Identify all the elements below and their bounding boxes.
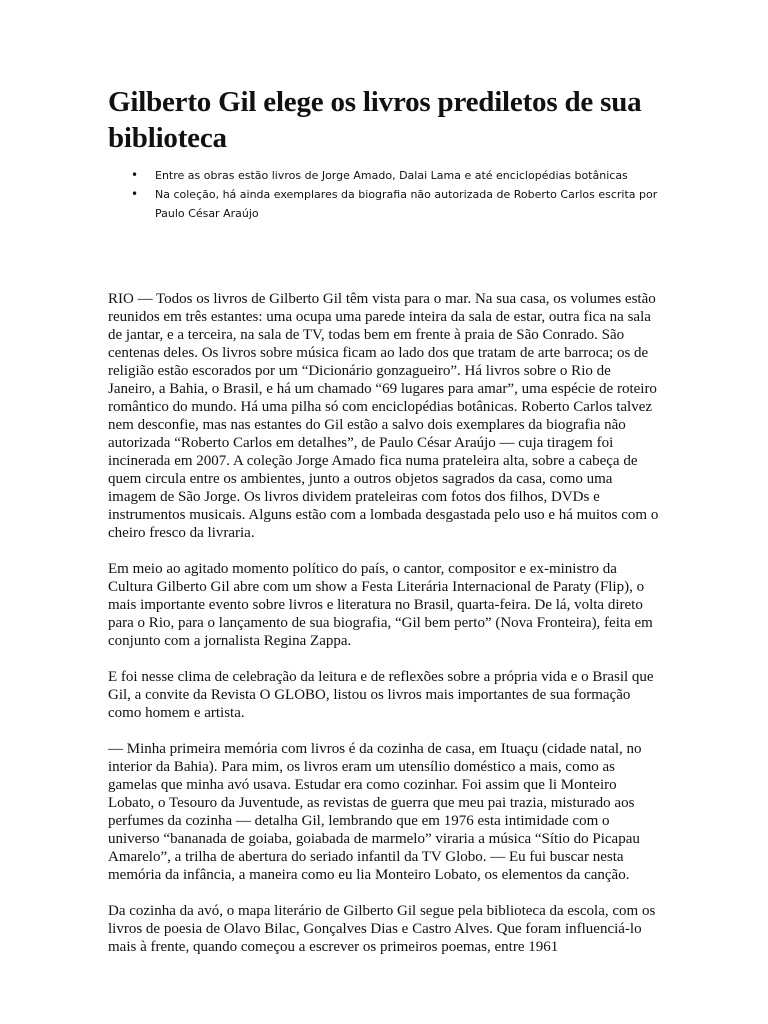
article-body: [108, 290, 660, 974]
paragraph: — Minha primeira memória com livros é da cozinha de casa, em Ituaçu (cidade natal, no interior da Bahia). Para mim, os livros eram um utensílio doméstico a mais, como as gamelas que minha avó usava. Estudar era como cozinhar. Foi assim que li Monteiro Lobato, o Tesouro da Juventude, as revistas de guerra que meu pai trazia, misturado aos perfumes da cozinha — detalha Gil, lembrando que em 1976 esta intimidade com o universo “bananada de goiaba, goiabada de marmelo” viraria a música “Sítio do Picapau Amarelo”, a trilha de abertura do seriado infantil da TV Globo. — Eu fui buscar nesta memória da infância, a maneira como eu lia Monteiro Lobato, os elementos da canção.: [108, 741, 642, 883]
highlight-item: • Na coleção, há ainda exemplares da biografia não autorizada de Roberto Carlos escrita por Paulo César Araújo: [108, 185, 668, 223]
paragraph: E foi nesse clima de celebração da leitura e de reflexões sobre a própria vida e o Brasil que Gil, a convite da Revista O GLOBO, listou os livros mais importantes de sua formação como homem e artista.: [108, 669, 654, 721]
paragraph: Da cozinha da avó, o mapa literário de Gilberto Gil segue pela biblioteca da escola, com os livros de poesia de Olavo Bilac, Gonçalves Dias e Castro Alves. Que foram influenciá-lo mais à frente, quando começou a escrever os primeiros poemas, entre 1961: [108, 903, 656, 955]
paragraph: RIO — Todos os livros de Gilberto Gil têm vista para o mar. Na sua casa, os volumes estão reunidos em três estantes: uma ocupa uma parede inteira da sala de estar, outra fica na sala de jantar, e a terceira, na sala de TV, todas bem em frente à praia de São Conrado. São centenas deles. Os livros sobre música ficam ao lado dos que tratam de arte barroca; os de religião estão escorados por um “Dicionário gonzagueiro”. Há livros sobre o Rio de Janeiro, a Bahia, o Brasil, e há um chamado “69 lugares para amar”, uma espécie de roteiro romântico do mundo. Há uma pilha só com enciclopédias botânicas. Roberto Carlos talvez nem desconfie, mas nas estantes do Gil estão a salvo dois exemplares da biografia não autorizada “Roberto Carlos em detalhes”, de Paulo César Araújo — cuja tiragem foi incinerada em 2007. A coleção Jorge Amado fica numa prateleira alta, sobre a cabeça de quem circula entre os ambientes, junto a outros objetos sagrados da casa, como uma imagem de São Jorge. Os livros dividem prateleiras com fotos dos filhos, DVDs e instrumentos musicais. Alguns estão com a lombada desgastada pelo uso e há muitos com o cheiro fresco da livraria.: [108, 291, 659, 541]
highlight-item: • Entre as obras estão livros de Jorge Amado, Dalai Lama e até enciclopédias botânicas: [108, 166, 668, 185]
article-highlights: [108, 166, 668, 223]
article-title: Gilberto Gil elege os livros prediletos de sua biblioteca: [108, 86, 642, 154]
paragraph: Em meio ao agitado momento político do país, o cantor, compositor e ex-ministro da Cultura Gilberto Gil abre com um show a Festa Literária Internacional de Paraty (Flip), o mais importante evento sobre livros e literatura no Brasil, quarta-feira. De lá, volta direto para o Rio, para o lançamento de sua biografia, “Gil bem perto” (Nova Fronteira), feita em conjunto com a jornalista Regina Zappa.: [108, 561, 653, 649]
